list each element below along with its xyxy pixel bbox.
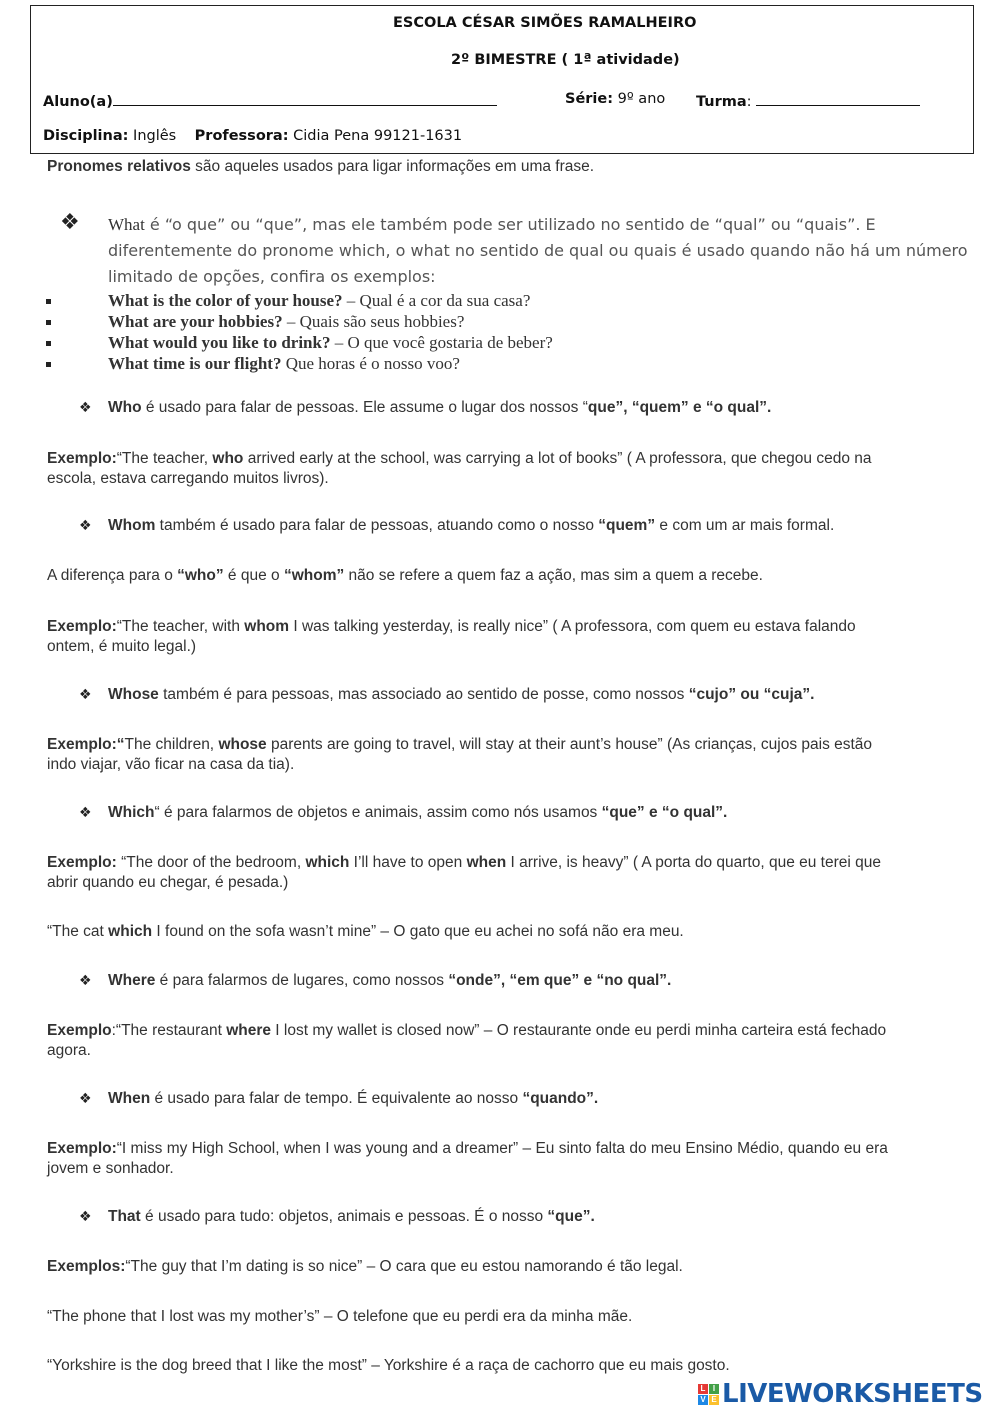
- where-word: Where: [108, 972, 156, 989]
- who-ex-label: Exemplo:: [47, 450, 117, 467]
- logo-letter: I: [709, 1384, 719, 1394]
- where-heading: [108, 972, 671, 990]
- what-example-4: [108, 354, 460, 374]
- that-emph: “que”.: [547, 1208, 595, 1225]
- teacher-value: Cidia Pena 99121-1631: [293, 128, 463, 144]
- whom-ex-a: “The teacher, with: [116, 618, 245, 635]
- where-ex-d: agora.: [47, 1042, 91, 1059]
- which-ex-b: which: [305, 854, 350, 871]
- where-ex-label: Exemplo: [47, 1022, 112, 1039]
- which-heading: [108, 804, 727, 822]
- that-example-3: “Yorkshire is the dog breed that I like the most” – Yorkshire é a raça de cachorro que eu mais gosto.: [47, 1357, 730, 1374]
- what-example-1-en: What is the color of your house?: [108, 291, 343, 310]
- diamond-bullet-icon: ❖: [79, 687, 92, 703]
- logo-letter: L: [698, 1384, 708, 1394]
- whom-ex-label: Exemplo:: [47, 618, 117, 635]
- who-word: Who: [108, 399, 142, 416]
- what-example-1-pt: – Qual é a cor da sua casa?: [342, 291, 531, 310]
- student-row: [43, 91, 497, 110]
- logo-letter: V: [698, 1395, 708, 1405]
- square-bullet-icon: [46, 341, 51, 346]
- header-box: [30, 5, 974, 154]
- where-text: é para falarmos de lugares, como nossos: [155, 972, 449, 989]
- whom-word: Whom: [108, 517, 156, 534]
- which-ex-label: Exemplo:: [47, 854, 117, 871]
- intro-paragraph: [47, 157, 962, 177]
- when-ex-label: Exemplo:: [47, 1140, 117, 1157]
- who-ex-d: escola, estava carregando muitos livros).: [47, 470, 329, 487]
- bimester-title: 2º BIMESTRE ( 1ª atividade): [451, 52, 680, 68]
- whom-difference: [47, 566, 962, 586]
- whom-diff-a: A diferença para o: [47, 567, 178, 584]
- liveworksheets-brand[interactable]: [698, 1379, 983, 1409]
- diamond-bullet-icon: ❖: [79, 805, 92, 821]
- which-example-2: [47, 922, 962, 942]
- when-ex-a: “I miss my High School, when I was young and a dreamer” – Eu sinto falta do meu Ensino Médio, quando eu era: [116, 1140, 888, 1157]
- which-text: “ é para falarmos de objetos e animais, assim como nós usamos: [154, 804, 602, 821]
- who-heading: [108, 399, 771, 417]
- whose-ex-a: The children,: [124, 736, 219, 753]
- square-bullet-icon: [46, 320, 51, 325]
- which-emph: “que” e “o qual”.: [601, 804, 728, 821]
- what-line-1: é “o que” ou “que”, mas ele também pode ser utilizado no sentido de “qual” ou “quais”. E: [144, 215, 876, 234]
- class-label: Turma: [696, 94, 747, 110]
- what-example-2-en: What are your hobbies?: [108, 312, 283, 331]
- intro-bold: Pronomes relativos: [47, 158, 191, 175]
- whom-emph: “quem”: [598, 517, 656, 534]
- liveworksheets-logo-icon: [698, 1384, 719, 1405]
- that-text: é usado para tudo: objetos, animais e pessoas. É o nosso: [140, 1208, 548, 1225]
- school-name: ESCOLA CÉSAR SIMÕES RAMALHEIRO: [393, 15, 697, 31]
- intro-text: são aqueles usados para ligar informações em uma frase.: [190, 158, 595, 175]
- what-example-2: [108, 312, 464, 332]
- that-heading: [108, 1208, 595, 1226]
- when-word: When: [108, 1090, 151, 1107]
- which-ex-a: “The door of the bedroom,: [116, 854, 306, 871]
- liveworksheets-wordmark: LIVEWORKSHEETS: [722, 1379, 983, 1409]
- what-example-1: [108, 291, 530, 311]
- subject-row: [43, 128, 462, 144]
- subject-label: Disciplina:: [43, 128, 129, 144]
- whom-text-2: e com um ar mais formal.: [655, 517, 835, 534]
- where-ex-a: :“The restaurant: [111, 1022, 227, 1039]
- whose-ex-c: parents are going to travel, will stay at their aunt’s house” (As crianças, cujos pais estão: [266, 736, 873, 753]
- whom-heading: [108, 517, 834, 535]
- that-example-2: “The phone that I lost was my mother’s” – O telefone que eu perdi era da minha mãe.: [47, 1308, 633, 1325]
- class-separator: :: [746, 94, 752, 110]
- that-example-1: [47, 1257, 962, 1277]
- grade-value: 9º ano: [617, 91, 666, 107]
- teacher-label: Professora:: [194, 128, 289, 144]
- whose-text: também é para pessoas, mas associado ao sentido de posse, como nossos: [158, 686, 689, 703]
- what-example-2-pt: – Quais são seus hobbies?: [282, 312, 465, 331]
- diamond-bullet-icon: ❖: [79, 1091, 92, 1107]
- whose-word: Whose: [108, 686, 159, 703]
- square-bullet-icon: [46, 362, 51, 367]
- when-example: [47, 1139, 962, 1179]
- whose-heading: [108, 686, 814, 704]
- when-ex-b: jovem e sonhador.: [47, 1160, 174, 1177]
- which-word: Which: [108, 804, 155, 821]
- which-ex-c: I’ll have to open: [349, 854, 467, 871]
- class-row: [696, 91, 920, 110]
- what-example-4-en: What time is our flight?: [108, 354, 282, 373]
- who-emph: que”, “quem” e “o qual”.: [587, 399, 772, 416]
- grade-row: [565, 91, 665, 107]
- whose-ex-b: whose: [218, 736, 267, 753]
- what-paragraph: [108, 212, 978, 290]
- that-word: That: [108, 1208, 141, 1225]
- class-line[interactable]: [756, 91, 920, 106]
- whom-ex-b: whom: [244, 618, 290, 635]
- when-heading: [108, 1090, 598, 1108]
- four-diamond-icon: ❖: [60, 210, 80, 235]
- diamond-bullet-icon: ❖: [79, 1209, 92, 1225]
- what-example-4-pt: Que horas é o nosso voo?: [281, 354, 460, 373]
- subject-value: Inglês: [133, 128, 177, 144]
- grade-label: Série:: [565, 91, 614, 107]
- where-ex-b: where: [226, 1022, 271, 1039]
- whom-diff-e: não se refere a quem faz a ação, mas sim a quem a recebe.: [344, 567, 763, 584]
- whose-ex-label: Exemplo:“: [47, 736, 125, 753]
- who-ex-c: arrived early at the school, was carrying a lot of books” ( A professora, que chegou cedo na: [243, 450, 872, 467]
- diamond-bullet-icon: ❖: [79, 973, 92, 989]
- whom-text: também é usado para falar de pessoas, atuando como o nosso: [155, 517, 599, 534]
- which-ex2-a: “The cat: [47, 923, 109, 940]
- that-ex-label: Exemplos:: [47, 1258, 126, 1275]
- whose-ex-d: indo viajar, vão ficar na casa da tia).: [47, 756, 295, 773]
- where-example: [47, 1021, 962, 1061]
- whose-example: [47, 735, 962, 775]
- which-example: [47, 853, 962, 893]
- whom-example: [47, 617, 962, 657]
- where-ex-c: I lost my wallet is closed now” – O restaurante onde eu perdi minha carteira está fechado: [271, 1022, 887, 1039]
- diamond-bullet-icon: ❖: [79, 400, 92, 416]
- which-ex-d: when: [466, 854, 507, 871]
- which-ex-e: I arrive, is heavy” ( A porta do quarto, que eu terei que: [506, 854, 882, 871]
- which-ex2-c: I found on the sofa wasn’t mine” – O gato que eu achei no sofá não era meu.: [152, 923, 684, 940]
- what-example-3-pt: – O que você gostaria de beber?: [330, 333, 553, 352]
- whom-diff-d: “whom”: [283, 567, 345, 584]
- who-ex-b: who: [212, 450, 244, 467]
- student-label: Aluno(a): [43, 94, 113, 110]
- what-line-2: diferentemente do pronome which, o what no sentido de qual ou quais é usado quando não há um número: [108, 241, 968, 260]
- who-ex-a: “The teacher,: [116, 450, 213, 467]
- who-example: [47, 449, 962, 489]
- when-text: é usado para falar de tempo. É equivalente ao nosso: [150, 1090, 523, 1107]
- whose-emph: “cujo” ou “cuja”.: [688, 686, 815, 703]
- what-example-3-en: What would you like to drink?: [108, 333, 331, 352]
- when-emph: “quando”.: [522, 1090, 599, 1107]
- whom-diff-b: “who”: [177, 567, 224, 584]
- which-ex2-b: which: [108, 923, 153, 940]
- who-text: é usado para falar de pessoas. Ele assume o lugar dos nossos “: [141, 399, 588, 416]
- student-name-line[interactable]: [113, 91, 497, 106]
- what-line-3: limitado de opções, confira os exemplos:: [108, 267, 436, 286]
- diamond-bullet-icon: ❖: [79, 518, 92, 534]
- logo-letter: E: [709, 1395, 719, 1405]
- whom-diff-c: é que o: [223, 567, 284, 584]
- square-bullet-icon: [46, 299, 51, 304]
- which-ex-f: abrir quando eu chegar, é pesada.): [47, 874, 289, 891]
- whom-ex-c: I was talking yesterday, is really nice” ( A professora, com quem eu estava falando: [289, 618, 856, 635]
- whom-ex-d: ontem, é muito legal.): [47, 638, 197, 655]
- that-ex-1: “The guy that I’m dating is so nice” – O cara que eu estou namorando é tão legal.: [125, 1258, 683, 1275]
- where-emph: “onde”, “em que” e “no qual”.: [448, 972, 672, 989]
- what-word: What: [108, 215, 145, 234]
- what-example-3: [108, 333, 553, 353]
